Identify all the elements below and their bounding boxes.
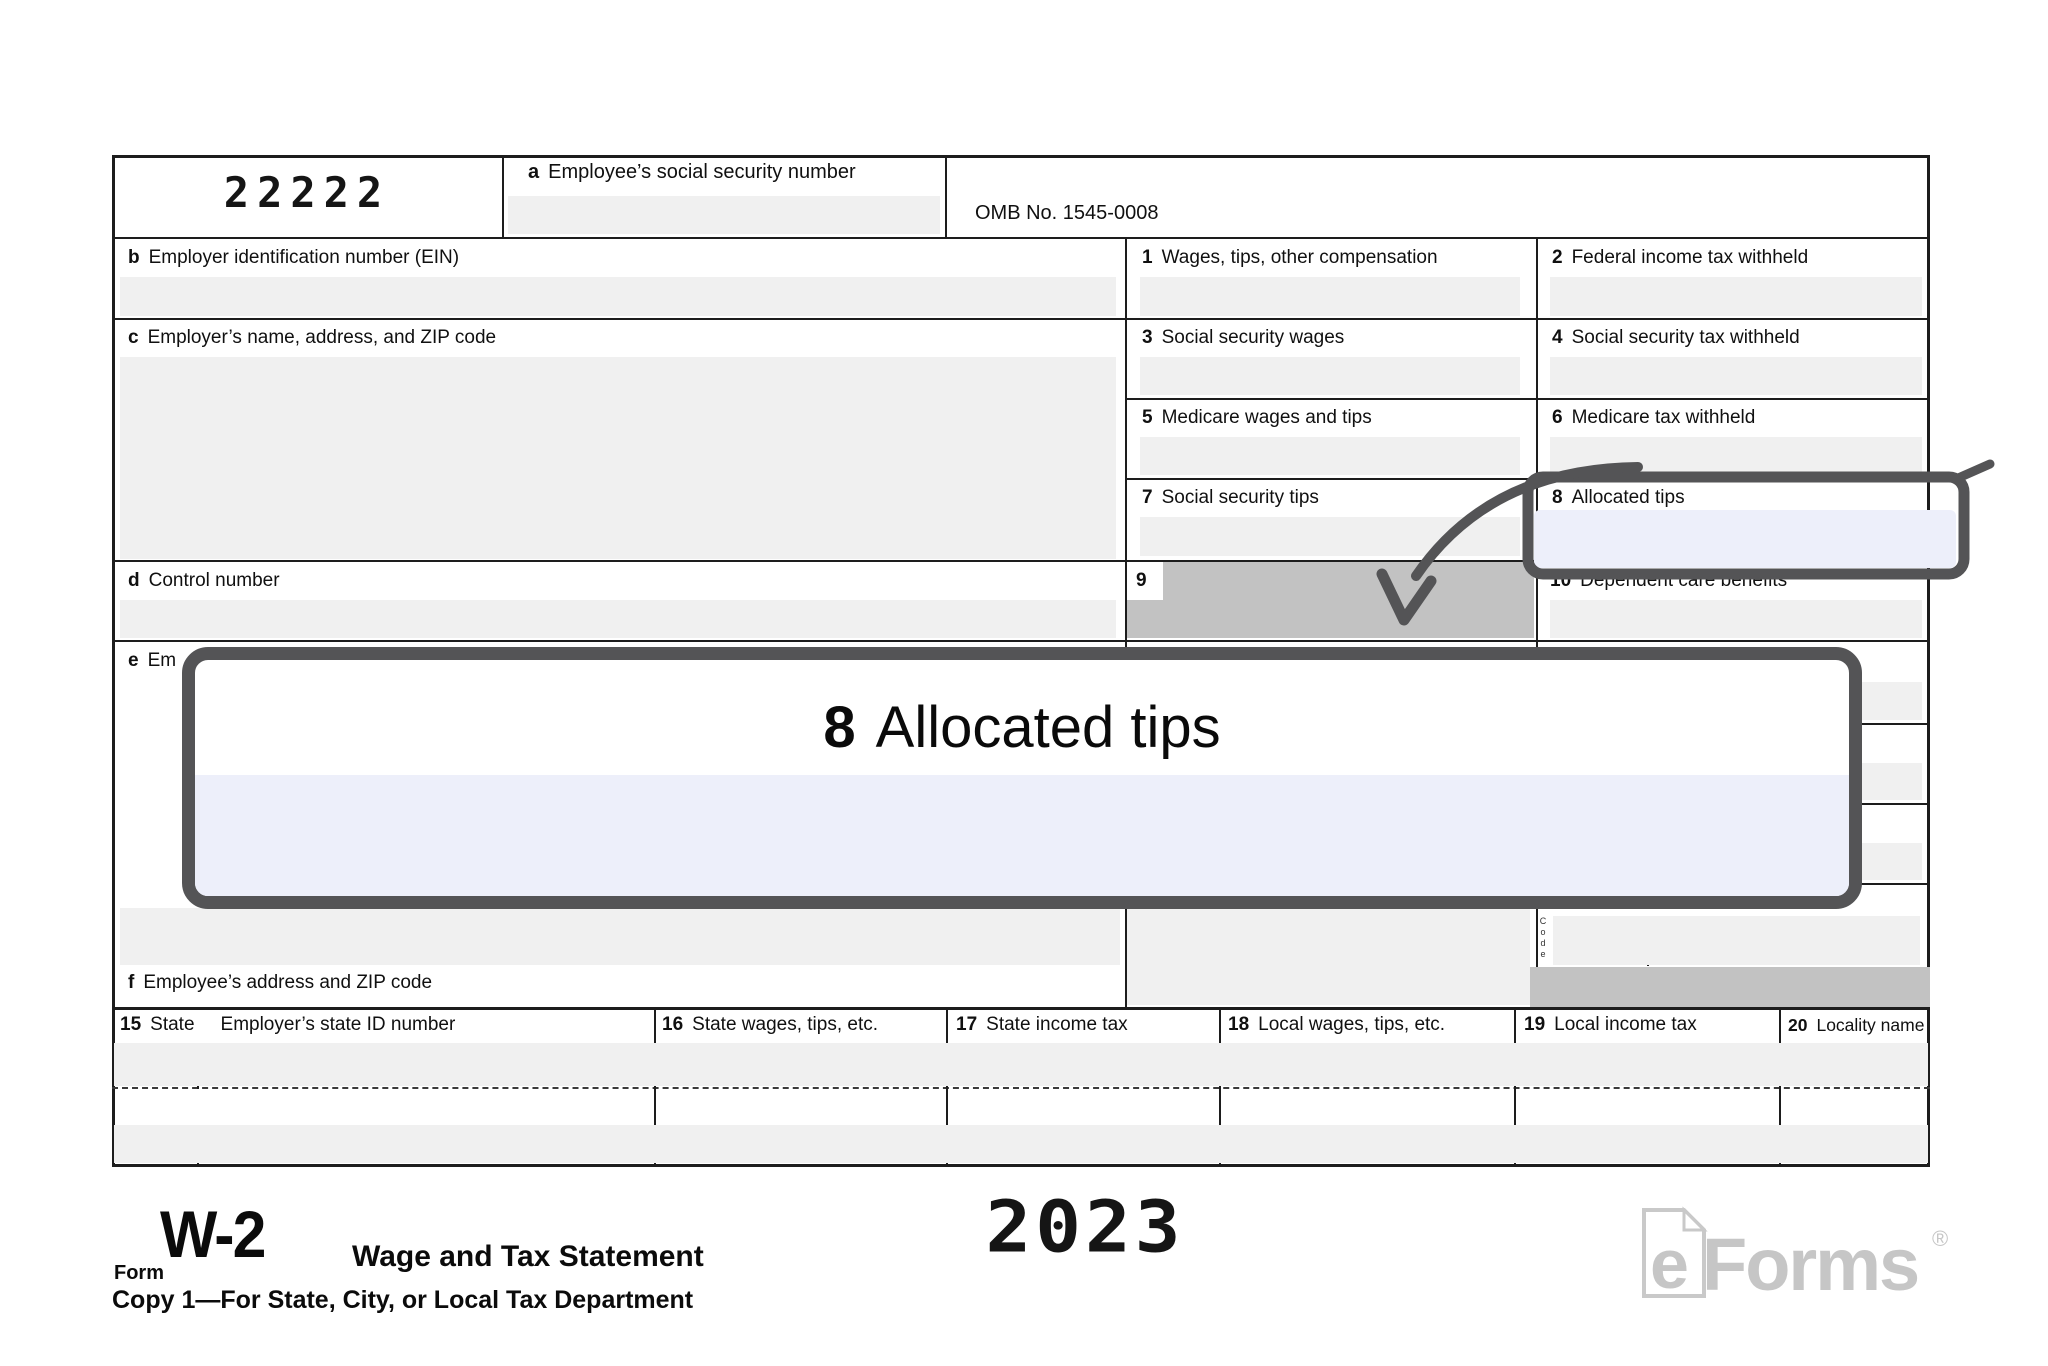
box-4-label: 4 Social security tax withheld bbox=[1552, 327, 1800, 348]
callout-label: 8 Allocated tips bbox=[823, 695, 1221, 760]
eforms-logo bbox=[1636, 1198, 1966, 1318]
box8-highlight-fill bbox=[1534, 510, 1956, 568]
logo-registered-mark: ® bbox=[1932, 1226, 1949, 1251]
box-20-label: 20 Locality name bbox=[1788, 1015, 1925, 1035]
box-b-label: b Employer identification number (EIN) bbox=[128, 247, 460, 268]
box-7-label: 7 Social security tips bbox=[1142, 487, 1319, 508]
box-15-label: 15 State Employer’s state ID number bbox=[120, 1014, 456, 1035]
callout-input-area bbox=[195, 775, 1849, 896]
box-12d-code-label: Code bbox=[1538, 916, 1548, 960]
logo-e: e bbox=[1650, 1225, 1689, 1303]
box-d-label: d Control number bbox=[128, 570, 280, 591]
logo-name: Forms bbox=[1702, 1223, 1919, 1306]
box-8-label: 8 Allocated tips bbox=[1552, 487, 1685, 508]
box-5-label: 5 Medicare wages and tips bbox=[1142, 407, 1372, 428]
box-e-label: e Em bbox=[128, 650, 177, 671]
box-17-label: 17 State income tax bbox=[956, 1014, 1128, 1035]
zoom-callout-box8 bbox=[182, 647, 1862, 909]
omb-number: OMB No. 1545-0008 bbox=[975, 202, 1159, 224]
box-18-label: 18 Local wages, tips, etc. bbox=[1228, 1014, 1446, 1035]
form-code: W-2 bbox=[160, 1197, 265, 1271]
tax-year: 2023 bbox=[985, 1184, 1185, 1269]
box-10-label: 10 Dependent care benefits bbox=[1550, 570, 1788, 591]
box-3-label: 3 Social security wages bbox=[1142, 327, 1345, 348]
box-16-label: 16 State wages, tips, etc. bbox=[662, 1014, 879, 1035]
box-c-label: c Employer’s name, address, and ZIP code bbox=[128, 327, 497, 348]
copy-designation: Copy 1—For State, City, or Local Tax Department bbox=[112, 1286, 694, 1314]
box-1-label: 1 Wages, tips, other compensation bbox=[1142, 247, 1438, 268]
form-control-code: 22222 bbox=[223, 168, 391, 217]
form-word: Form bbox=[114, 1262, 164, 1284]
box-2-label: 2 Federal income tax withheld bbox=[1552, 247, 1809, 268]
box9-number: 9 bbox=[1136, 570, 1147, 591]
box-6-label: 6 Medicare tax withheld bbox=[1552, 407, 1756, 428]
box-f-label: f Employee’s address and ZIP code bbox=[128, 972, 433, 993]
box-19-label: 19 Local income tax bbox=[1524, 1014, 1697, 1035]
form-statement-title: Wage and Tax Statement bbox=[352, 1240, 704, 1273]
arrow-head-icon bbox=[1382, 574, 1431, 620]
highlight-pen-tick bbox=[1956, 464, 1990, 479]
box-a-label: a Employee’s social security number bbox=[528, 161, 856, 183]
